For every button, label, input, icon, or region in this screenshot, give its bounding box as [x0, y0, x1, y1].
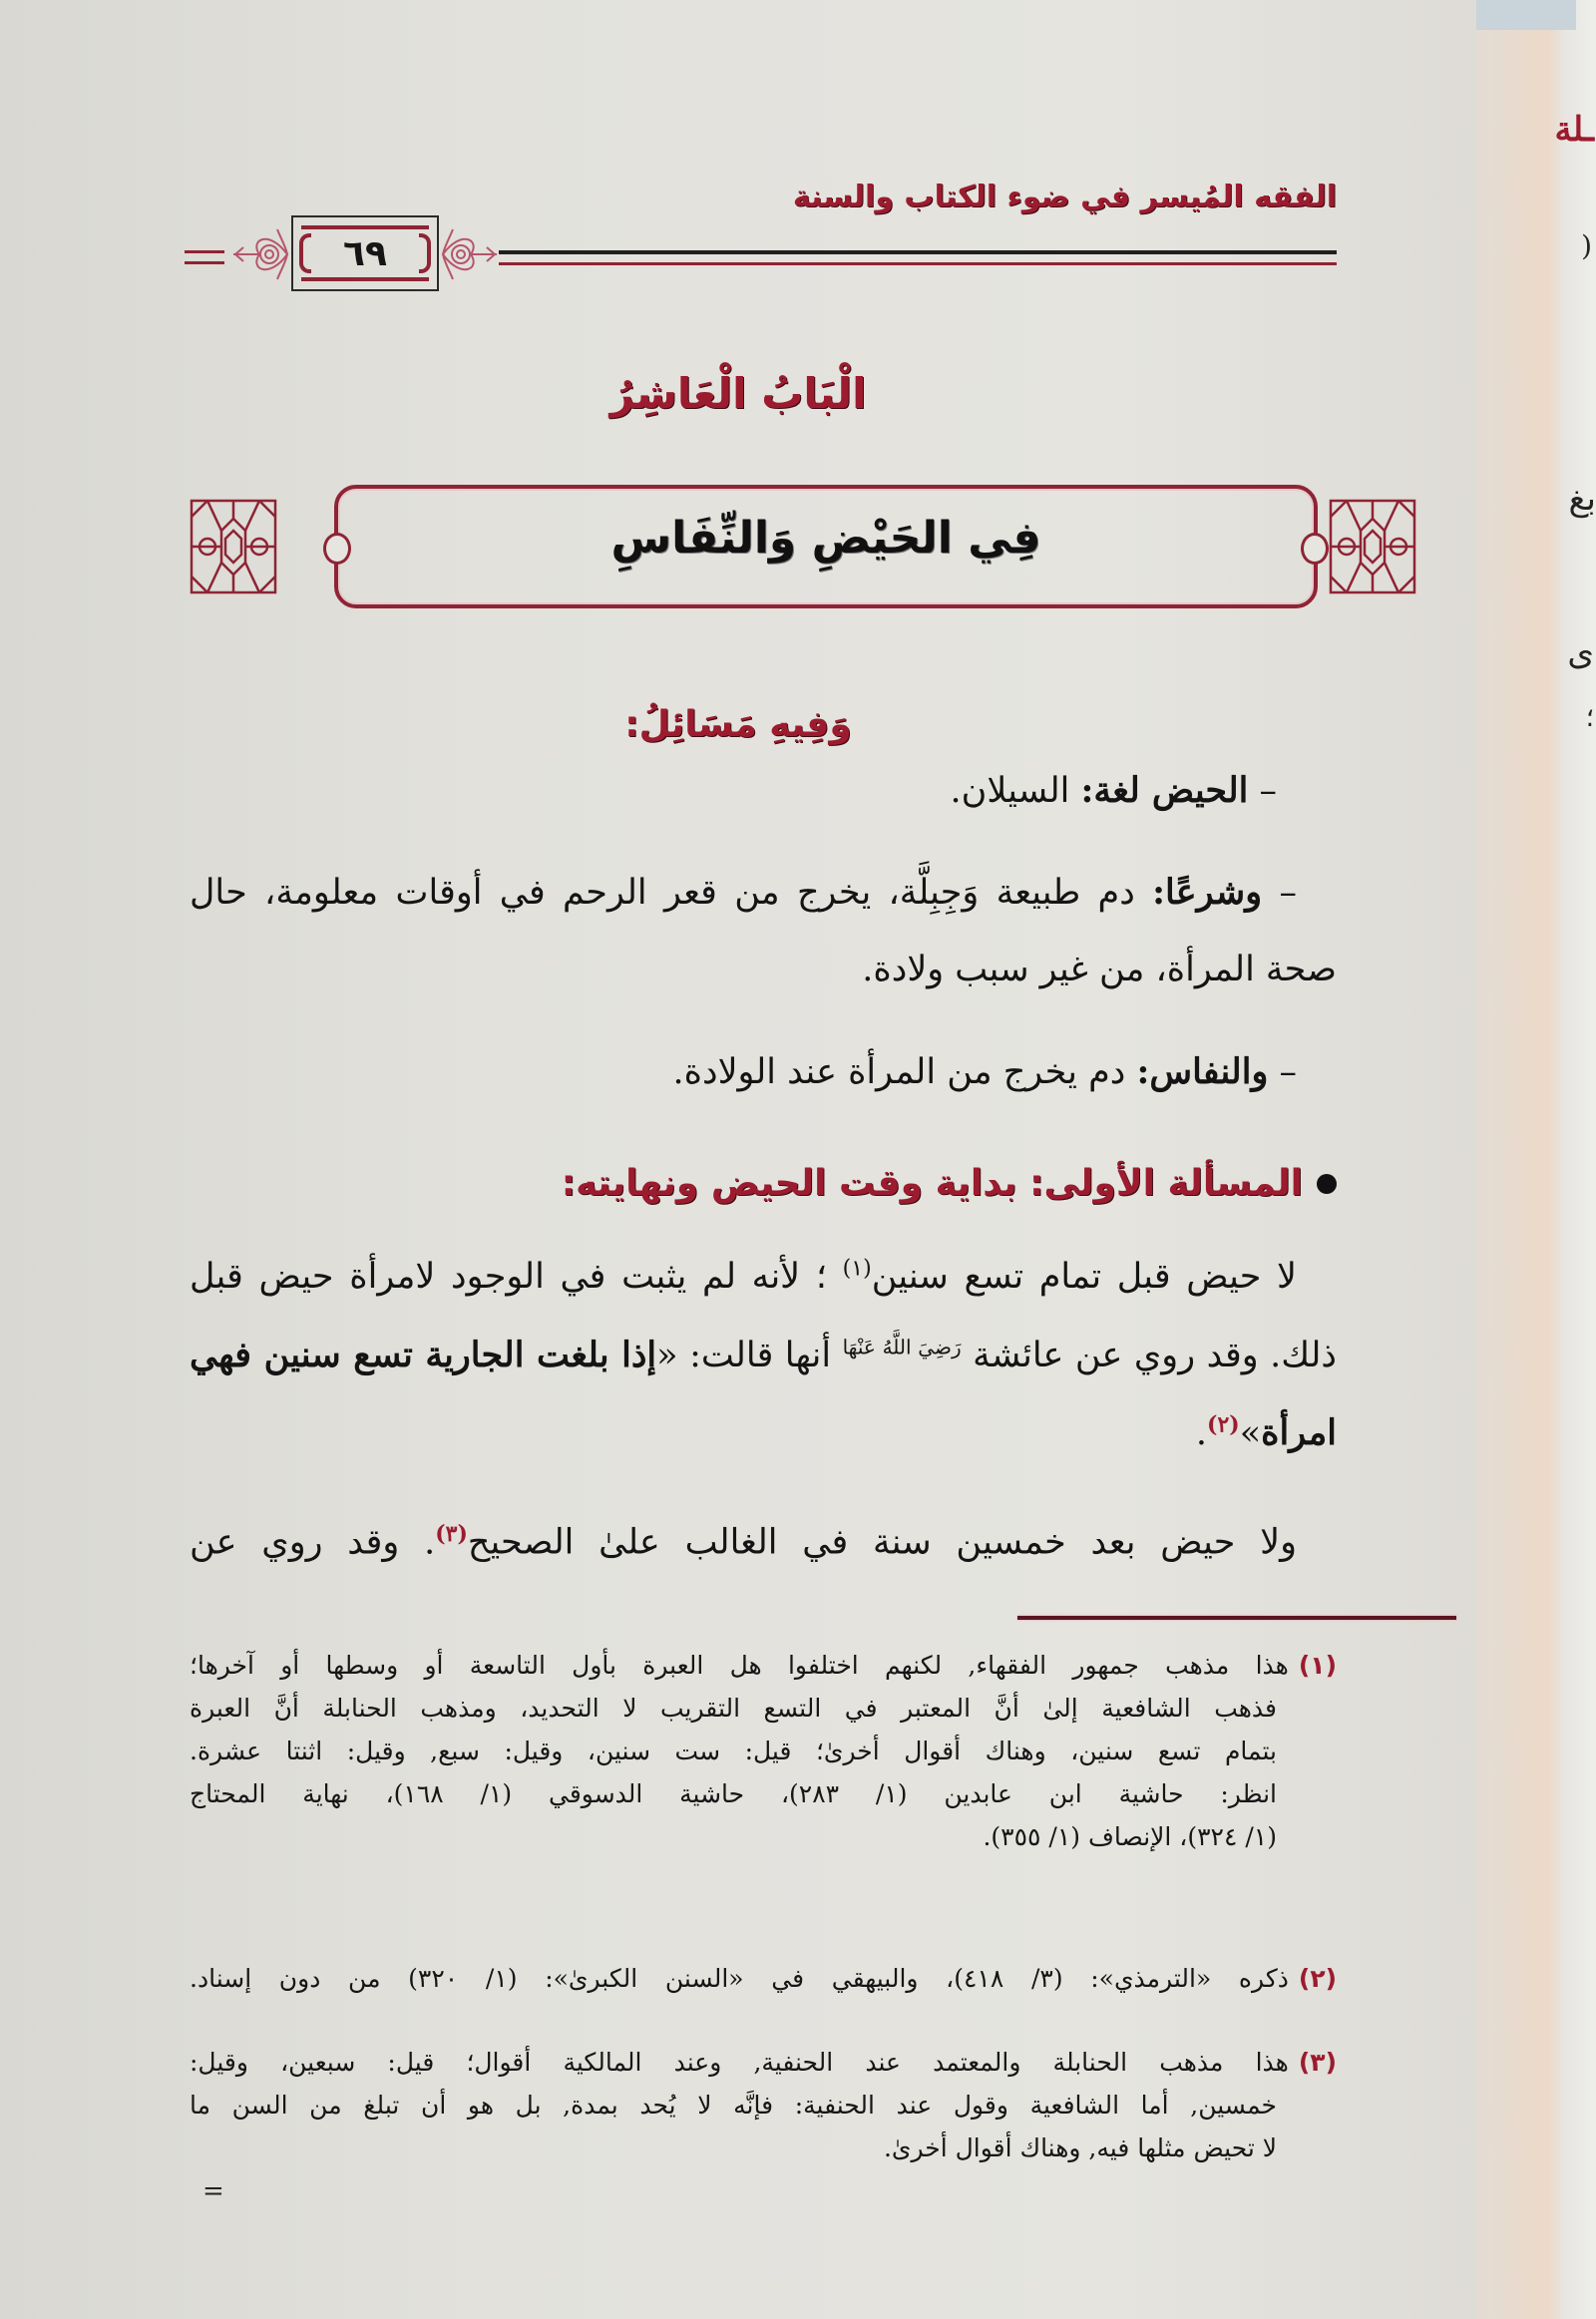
- honorific-glyph: رَضِيَ اللَّهُ عَنْهَا: [842, 1335, 962, 1359]
- chapter-title: فِي الحَيْضِ وَالنِّفَاسِ: [610, 513, 1041, 564]
- adjacent-page-fragment: ى: [1567, 633, 1594, 673]
- page-number-frame: [291, 215, 439, 291]
- page-number: ٦٩: [301, 225, 429, 281]
- header-rule-dark: [499, 250, 1337, 254]
- geometric-lattice-ornament-icon: [188, 497, 279, 596]
- adjacent-page-fragment: بغ: [1568, 479, 1596, 519]
- floral-ornament-icon: [441, 219, 501, 289]
- footnote-separator: [1017, 1616, 1456, 1620]
- footnote-ref-1[interactable]: (١): [842, 1256, 872, 1282]
- adjacent-page-edge: [1476, 0, 1596, 2319]
- footnote-ref-2[interactable]: (٢): [1207, 1411, 1240, 1438]
- geometric-lattice-ornament-icon: [1327, 497, 1418, 596]
- definition-term: والنفاس:: [1136, 1051, 1269, 1092]
- footnote-3: (٣)هذا مذهب الحنابلة والمعتمد عند الحنفية, وعند المالكية أقوال؛ قيل: سبعين، وقيل: خمسين, أما الشافعية وقول عند الحنفية: فإنَّه لا يُحد بمدة, بل هو أن تبلغ من السن ما لا تحيض مثلها فيه, وهناك أقوال أخرىٰ.: [190, 2048, 1337, 2162]
- issue-heading: [562, 1163, 1337, 1204]
- header-rule-red: [499, 262, 1337, 265]
- background-strip: [1476, 0, 1576, 30]
- definition-term: الحيض لغة:: [1080, 770, 1249, 811]
- definition-term: وشرعًا:: [1152, 872, 1263, 913]
- continuation-mark: =: [202, 2176, 224, 2206]
- definition-haid: – الحيض لغة: السيلان.: [950, 770, 1277, 811]
- paragraph-line: ولا حيض بعد خمسين سنة في الغالب علىٰ الصحيح$^{(٣)}$. وقد روي عن: [190, 1521, 1297, 1563]
- hadith-quote: امرأة: [1261, 1412, 1337, 1453]
- footnote-number: (٢): [1298, 1964, 1338, 1993]
- adjacent-page-fragment: ـلة: [1554, 110, 1594, 150]
- adjacent-page-fragment: ؛: [1585, 703, 1594, 733]
- paragraph-line: لا حيض قبل تمام تسع سنين$^{(١)}$ ؛ لأنه لم يثبت في الوجود لامرأة حيض قبل: [190, 1256, 1297, 1297]
- footnote-ref-3[interactable]: (٣): [435, 1521, 468, 1547]
- chapter-label: الْبَابُ الْعَاشِرُ: [609, 369, 867, 418]
- issue-heading-text: المسألة الأولى: بداية وقت الحيض ونهايته:: [561, 1163, 1303, 1204]
- definition-text: دم يخرج من المرأة عند الولادة.: [672, 1052, 1126, 1092]
- running-header-title: الفقه المُيسر في ضوء الكتاب والسنة: [792, 180, 1337, 214]
- footnote-2: (٢)ذكره «الترمذي»: (٣/ ٤١٨)، والبيهقي في «السنن الكبرىٰ»: (١/ ٣٢٠) من دون إسناد.: [190, 1964, 1338, 1993]
- section-intro: وَفِيهِ مَسَائِلُ:: [624, 704, 852, 745]
- bullet-icon: [1317, 1174, 1337, 1194]
- floral-ornament-icon: [229, 219, 289, 289]
- adjacent-page-fragment: (: [1581, 229, 1592, 262]
- header-dash: [185, 250, 224, 253]
- footnote-1: (١)هذا مذهب جمهور الفقهاء, لكنهم اختلفوا هل العبرة بأول التاسعة أو وسطها أو آخرها؛ فذهب الشافعية إلىٰ أنَّ المعتبر في التسع التقريب لا التحديد، ومذهب الحنابلة أنَّ العبرة بتمام تسع سنين، وهناك أقوال أخرىٰ؛ قيل: ست سنين، وقيل: سبع, وقيل: اثنتا عشرة. انظر: حاشية ابن عابدين (١/ ٢٨٣)، حاشية الدسوقي (١/ ١٦٨)، نهاية المحتاج (١/ ٣٢٤)، الإنصاف (١/ ٣٥٥).: [190, 1651, 1337, 1851]
- footnote-number: (١): [1298, 1651, 1337, 1680]
- header-dash: [185, 261, 224, 264]
- chapter-title-frame: [334, 485, 1318, 608]
- definition-nifas: – والنفاس: دم يخرج من المرأة عند الولادة.: [672, 1051, 1297, 1092]
- definition-text: السيلان.: [950, 771, 1070, 811]
- definition-sharan-line1: – وشرعًا: دم طبيعة وَجِبِلَّة، يخرج من قعر الرحم في أوقات معلومة، حال: [190, 872, 1297, 913]
- paragraph-line: امرأة»$^{(٢)}$.: [1195, 1411, 1337, 1453]
- footnote-number: (٣): [1298, 2048, 1337, 2077]
- definition-sharan-line2: صحة المرأة، من غير سبب ولادة.: [862, 950, 1337, 989]
- hadith-quote: إذا بلغت الجارية تسع سنين فهي: [190, 1335, 657, 1375]
- definition-text: دم طبيعة وَجِبِلَّة، يخرج من قعر الرحم في أوقات معلومة، حال: [190, 873, 1135, 913]
- paragraph-line: ذلك. وقد روي عن عائشة $^{رَضِيَ اللَّهُ عَنْهَا}$ أنها قالت: «إذا بلغت الجارية تسع سنين فهي: [190, 1335, 1337, 1375]
